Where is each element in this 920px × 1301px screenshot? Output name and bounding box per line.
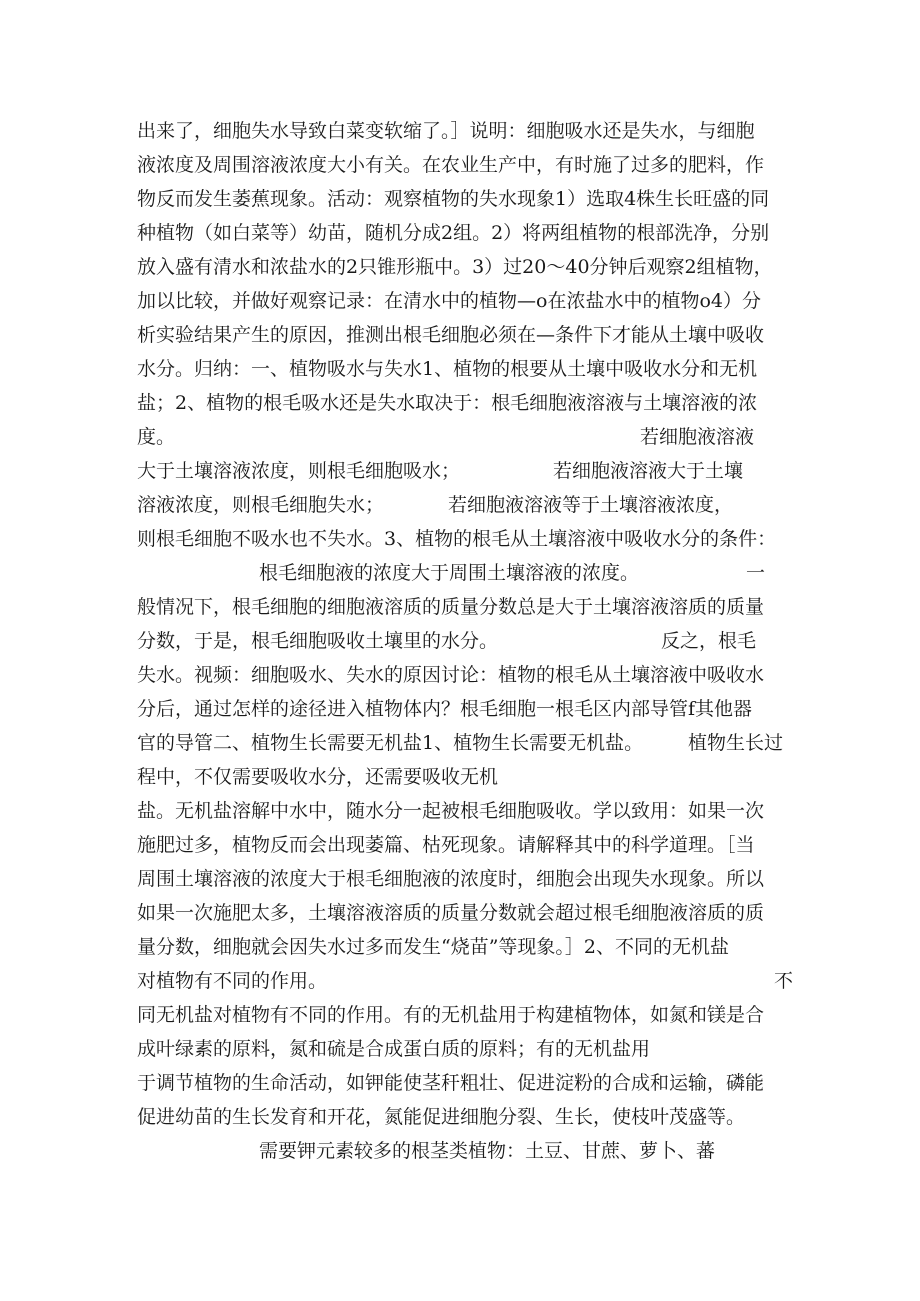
- text-line: 同无机盐对植物有不同的作用。有的无机盐用于构建植物体，如氮和镁是合: [137, 1004, 765, 1026]
- text-line: 若细胞液溶液等于土壤溶液浓度，: [448, 494, 734, 516]
- text-line: 析实验结果产生的原因，推测出根毛细胞必须在—条件下才能从土壤中吸收: [137, 324, 765, 346]
- text-line: 物反而发生萎蕉现象。活动：观察植物的失水现象1）选取4株生长旺盛的同: [137, 188, 770, 210]
- text-line: 出来了，细胞失水导致白菜变软缩了。］说明：细胞吸水还是失水，与细胞: [137, 120, 755, 142]
- text-line: 对植物有不同的作用。: [137, 970, 328, 992]
- text-line: 根毛细胞液的浓度大于周围土壤溶液的浓度。: [259, 562, 640, 584]
- text-line: 植物生长过: [688, 732, 784, 754]
- text-line: 加以比较，并做好观察记录：在清水中的植物—o在浓盐水中的植物o4）分: [137, 290, 761, 312]
- text-line: 不: [774, 970, 794, 992]
- text-line: 一: [746, 562, 766, 584]
- text-line: 放入盛有清水和浓盐水的2只锥形瓶中。3）过20〜40分钟后观察2组植物，: [137, 256, 773, 278]
- text-line: 度。: [137, 426, 176, 448]
- text-line: 溶液浓度，则根毛细胞失水；: [137, 494, 385, 516]
- text-line: 则根毛细胞不吸水也不失水。3、植物的根毛从土壤溶液中吸收水分的条件：: [137, 528, 777, 550]
- text-line: 液浓度及周围溶液浓度大小有关。在农业生产中，有时施了过多的肥料，作: [137, 154, 765, 176]
- text-line: 分后，通过怎样的途径进入植物体内？根毛细胞一根毛区内部导管f其他器: [137, 698, 753, 720]
- text-line: 失水。视频：细胞吸水、失水的原因讨论：植物的根毛从土壤溶液中吸收水: [137, 664, 765, 686]
- text-line: 反之，根毛: [661, 630, 757, 652]
- text-line: 施肥过多，植物反而会出现萎篇、枯死现象。请解释其中的科学道理。［当: [137, 834, 755, 856]
- text-line: 盐；2、植物的根毛吸水还是失水取决于：根毛细胞液溶液与土壤溶液的浓: [137, 392, 758, 414]
- text-line: 促进幼苗的生长发育和开花，氮能促进细胞分裂、生长，使枝叶茂盛等。: [137, 1106, 746, 1128]
- text-line: 需要钾元素较多的根茎类植物：土豆、甘蔗、萝卜、蕃: [259, 1140, 716, 1162]
- text-line: 如果一次施肥太多，土壤溶液溶质的质量分数就会超过根毛细胞液溶质的质: [137, 902, 765, 924]
- text-line: 周围土壤溶液的浓度大于根毛细胞液的浓度时，细胞会出现失水现象。所以: [137, 868, 765, 890]
- text-line: 程中，不仅需要吸收水分，还需要吸收无机: [137, 766, 499, 788]
- text-line: 大于土壤溶液浓度，则根毛细胞吸水；: [137, 460, 461, 482]
- text-line: 于调节植物的生命活动，如钾能使茎秆粗壮、促进淀粉的合成和运输，磷能: [137, 1072, 765, 1094]
- text-line: 般情况下，根毛细胞的细胞液溶质的质量分数总是大于土壤溶液溶质的质量: [137, 596, 765, 618]
- text-line: 若细胞液溶液: [640, 426, 755, 448]
- text-line: 成叶绿素的原料，氮和硫是合成蛋白质的原料；有的无机盐用: [137, 1038, 651, 1060]
- text-line: 水分。归纳：一、植物吸水与失水1、植物的根要从土壤中吸收水分和无机: [137, 358, 758, 380]
- text-line: 种植物（如白菜等）幼苗，随机分成2组。2）将两组植物的根部洗净，分别: [137, 222, 770, 244]
- text-line: 分数，于是，根毛细胞吸收土壤里的水分。: [137, 630, 499, 652]
- text-line: 盐。无机盐溶解中水中，随水分一起被根毛细胞吸收。学以致用：如果一次: [137, 800, 765, 822]
- text-line: 量分数，细胞就会因失水过多而发生“烧苗”等现象。］2、不同的无机盐: [137, 936, 730, 958]
- text-line: 官的导管二、植物生长需要无机盐1、植物生长需要无机盐。: [137, 732, 644, 754]
- text-line: 若细胞液溶液大于土壤: [553, 460, 744, 482]
